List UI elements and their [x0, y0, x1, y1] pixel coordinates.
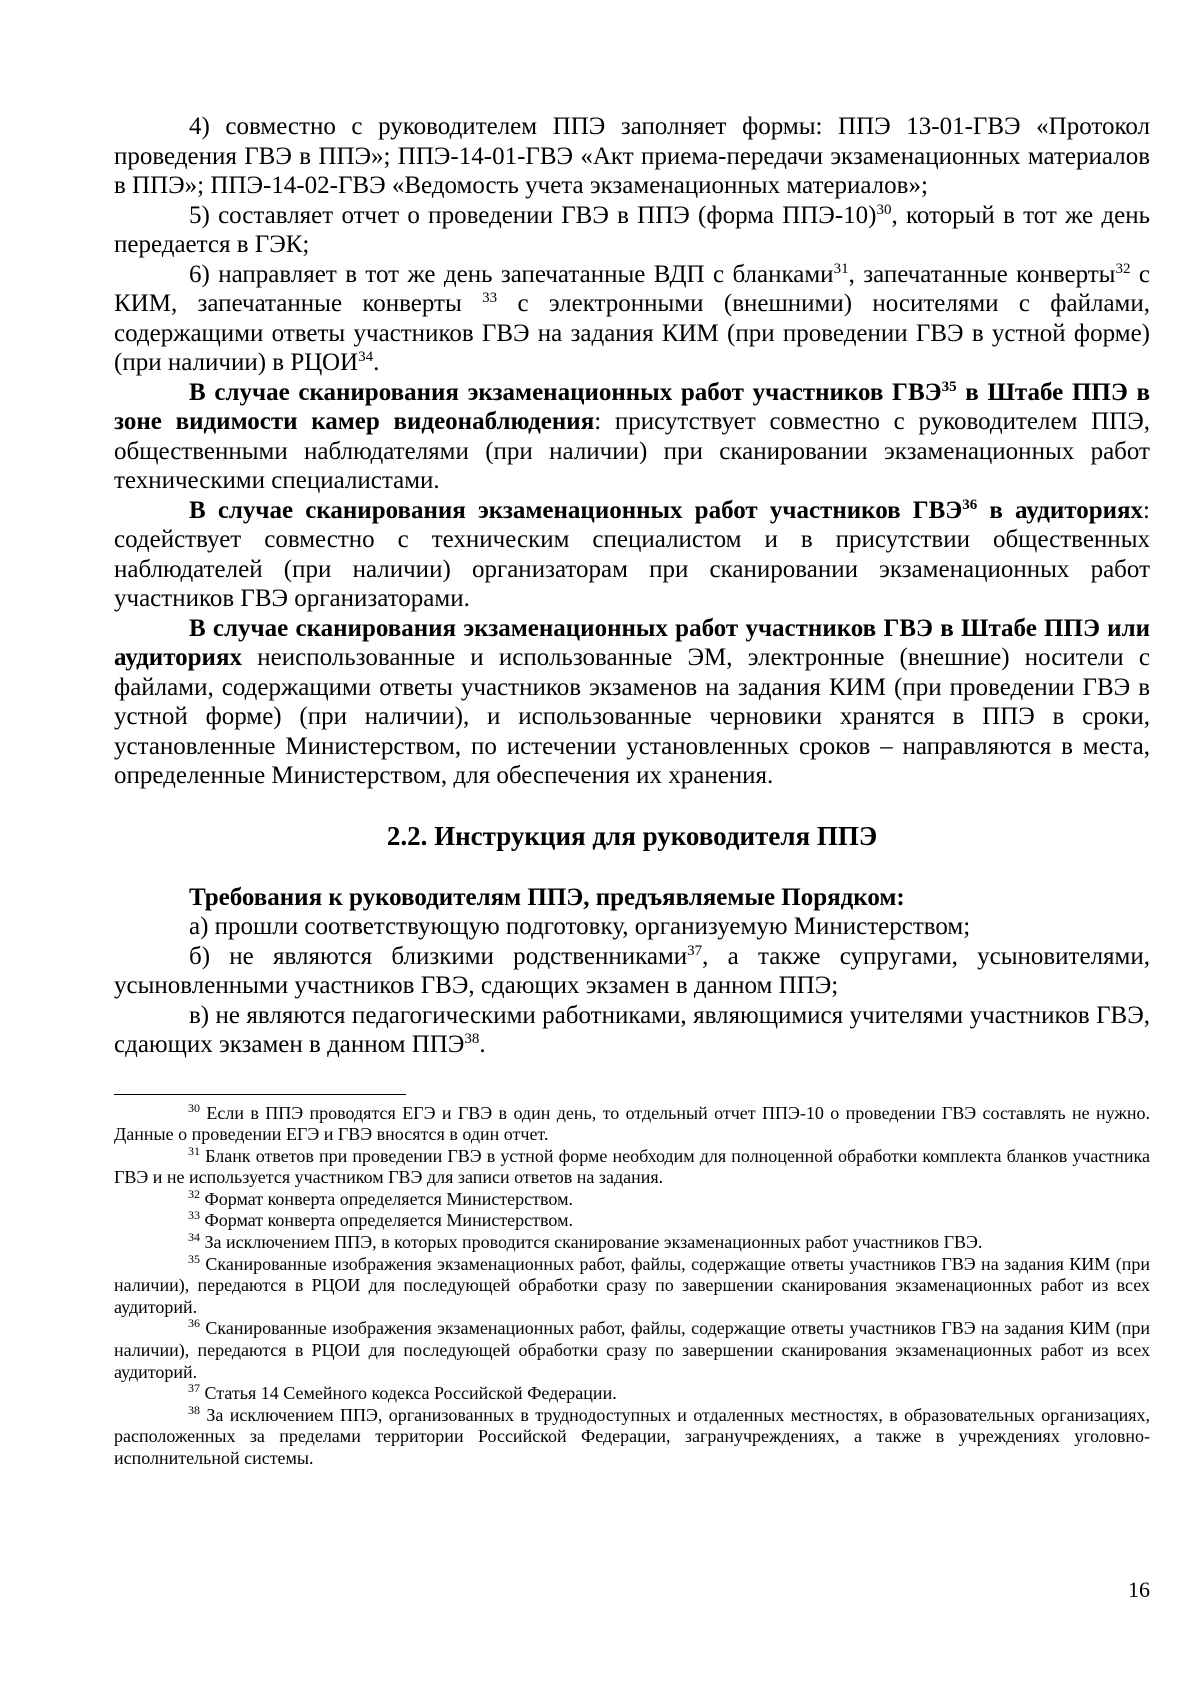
paragraph	[114, 496, 1150, 614]
footnote-ref: 31	[833, 260, 849, 277]
paragraph	[114, 614, 1150, 791]
page-number: 16	[1128, 1577, 1150, 1602]
paragraph	[114, 260, 1150, 378]
text-run: с электронными (внешними) носителями с файлами, содержащими ответы участников ГВЭ на задания КИМ (при проведении ГВЭ в устной форме) (при наличии) в РЦОИ	[114, 290, 1150, 376]
text-run: 4) совместно с руководителем ППЭ заполняет формы: ППЭ 13-01-ГВЭ «Протокол проведения ГВЭ в ППЭ»; ППЭ-14-01-ГВЭ «Акт приема-передачи экзаменационных материалов в ППЭ»; ППЭ-14-02-ГВЭ «Ведомость учета экзаменационных материалов»;	[114, 113, 1150, 199]
footnote-ref: 37	[687, 942, 703, 959]
footnote-ref: 30	[876, 201, 892, 218]
bold-text: В случае сканирования экзаменационных работ участников ГВЭ в Штабе ППЭ или аудиториях	[114, 614, 1150, 671]
text-run: , запечатанные конверты	[848, 260, 1116, 288]
paragraph	[114, 378, 1150, 496]
footnote-ref: 35	[941, 378, 957, 395]
footnote-ref: 38	[464, 1031, 480, 1047]
text-run: : присутствует совместно с руководителем ППЭ, общественными наблюдателями (при наличии) при сканировании экзаменационных работ техническими специалистами.	[114, 408, 1150, 494]
footnote-text: Если в ППЭ проводятся ЕГЭ и ГВЭ в один день, то отдельный отчет ППЭ-10 о проведении ГВЭ составлять не нужно. Данные о проведении ЕГЭ и ГВЭ вносятся в один отчет.	[114, 1102, 1150, 1145]
requirement-item	[114, 912, 1150, 942]
footnote-text: За исключением ППЭ, организованных в труднодоступных и отдаленных местностях, в образовательных организациях, расположенных за пределами территории Российской Федерации, загранучреждениях, а также в учреждениях уголовно-исполнительной системы.	[114, 1404, 1150, 1468]
section-title: 2.2. Инструкция для руководителя ППЭ	[386, 820, 878, 851]
footnote-text: Бланк ответов при проведении ГВЭ в устной форме необходим для полноценной обработки комплекта бланков участника ГВЭ и не используется участником ГВЭ для записи ответов на задания.	[114, 1145, 1150, 1188]
footnote-text: За исключением ППЭ, в которых проводится сканирование экзаменационных работ участников ГВЭ.	[204, 1232, 983, 1253]
footnote	[114, 1402, 1150, 1470]
footnote	[114, 1100, 1150, 1146]
footnote-number: 37	[188, 1381, 200, 1396]
text-run: .	[479, 1031, 486, 1058]
text-run: с КИМ, запечатанные конверты	[114, 260, 1150, 317]
footnote-number: 35	[188, 1251, 200, 1266]
bold-text: в Штабе ППЭ в зоне видимости камер видеонаблюдения	[114, 378, 1150, 435]
bold-text: в аудиториях	[977, 496, 1144, 524]
paragraph	[114, 201, 1150, 260]
requirement-item	[114, 1001, 1150, 1060]
bold-text: В случае сканирования экзаменационных работ участников ГВЭ	[189, 496, 963, 524]
text-run: неиспользованные и использованные ЭМ, электронные (внешние) носители с файлами, содержащими ответы участников экзаменов на задания КИМ (при проведении ГВЭ в устной форме) (при наличии), и использованные черновики хранятся в ППЭ в сроки, установленные Министерством, по истечении установленных сроков – направляются в места, определенные Министерством, для обеспечения их хранения.	[114, 644, 1150, 789]
footnote	[114, 1210, 1150, 1232]
text-run: а) прошли соответствующую подготовку, организуемую Министерством;	[189, 913, 971, 940]
footnote	[114, 1186, 1150, 1211]
footnote-number: 32	[188, 1186, 200, 1201]
text-run: в) не являются педагогическими работниками, являющимися учителями участников ГВЭ, сдающих экзамен в данном ППЭ	[114, 1001, 1150, 1058]
footnotes	[114, 1100, 1150, 1470]
footnote-number: 30	[188, 1100, 200, 1115]
footnote-number: 36	[188, 1316, 200, 1331]
footnote-ref: 32	[1115, 260, 1131, 277]
text-run: , который в тот же день передается в ГЭК;	[114, 201, 1150, 258]
footnote-text: Статья 14 Семейного кодекса Российской Федерации.	[204, 1383, 617, 1404]
footnote-ref: 34	[358, 349, 374, 365]
text-run: 6) направляет в тот же день запечатанные ВДП с бланками	[189, 260, 834, 288]
requirements-list	[114, 883, 1150, 1060]
text-run: : содействует совместно с техническим специалистом и в присутствии общественных наблюдателей (при наличии) организаторам при сканировании экзаменационных работ участников ГВЭ организаторами.	[114, 496, 1150, 612]
paragraph	[114, 112, 1150, 201]
text-run: б) не являются близкими родственниками	[189, 942, 688, 970]
text-run: 5) составляет отчет о проведении ГВЭ в ППЭ (форма ППЭ-10)	[189, 201, 877, 229]
footnote-number: 33	[188, 1208, 200, 1223]
footnote	[114, 1251, 1150, 1319]
footnote-text: Сканированные изображения экзаменационных работ, файлы, содержащие ответы участников ГВЭ на задания КИМ (при наличии), передаются в РЦОИ для последующей обработки сразу по завершении сканирования экзаменационных работ из всех аудиторий.	[114, 1253, 1150, 1317]
text-run: , а также супругами, усыновителями, усыновленными участников ГВЭ, сдающих экзамен в данном ППЭ;	[114, 942, 1151, 999]
text-run: .	[373, 349, 380, 376]
footnote	[114, 1143, 1150, 1189]
footnote-text: Формат конверта определяется Министерством.	[204, 1188, 573, 1209]
bold-text: В случае сканирования экзаменационных работ участников ГВЭ	[189, 378, 942, 406]
footnote-number: 34	[188, 1230, 200, 1245]
main-text	[114, 112, 1150, 791]
bold-text: Требования к руководителям ППЭ, предъявляемые Порядком:	[189, 883, 905, 911]
footnote-text: Формат конверта определяется Министерством.	[204, 1210, 573, 1231]
footnote	[114, 1232, 1150, 1254]
footnote	[114, 1318, 1150, 1383]
footnote-ref: 36	[962, 496, 978, 513]
requirement-item	[114, 883, 1150, 913]
footnote	[114, 1383, 1150, 1405]
requirement-item	[114, 942, 1150, 1001]
footnote-ref: 33	[482, 290, 498, 306]
footnote-number: 31	[188, 1143, 200, 1158]
footnote-number: 38	[188, 1402, 200, 1417]
footnote-separator	[114, 1094, 406, 1095]
footnote-text: Сканированные изображения экзаменационных работ, файлы, содержащие ответы участников ГВЭ на задания КИМ (при наличии), передаются в РЦОИ для последующей обработки сразу по завершении сканирования экзаменационных работ из всех аудиторий.	[114, 1318, 1150, 1382]
